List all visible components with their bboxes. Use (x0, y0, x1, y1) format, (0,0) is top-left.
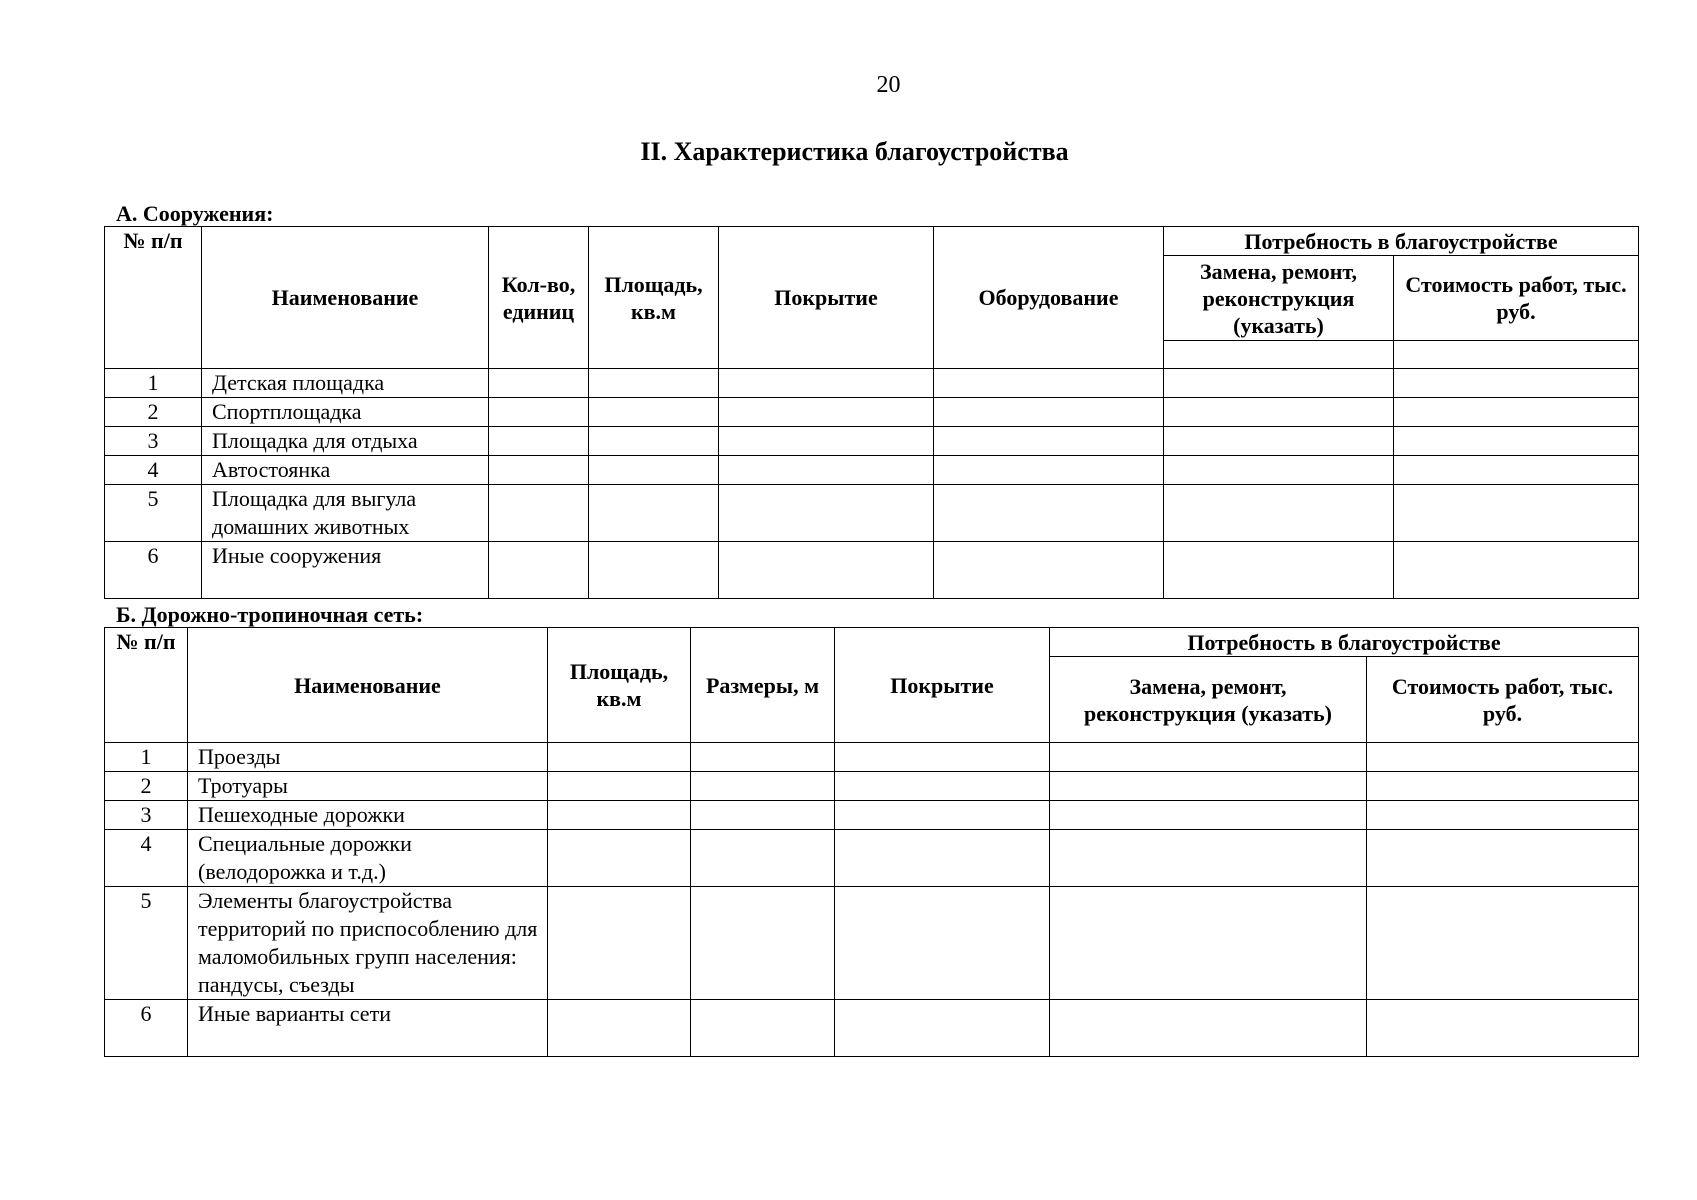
row-name: Тротуары (188, 772, 548, 801)
row-name: Детская площадка (202, 369, 489, 398)
empty-cell (934, 456, 1164, 485)
empty-cell (1050, 772, 1367, 801)
table-row (105, 485, 1639, 542)
empty-cell (691, 743, 835, 772)
empty-cell (1394, 485, 1639, 542)
page-title: II. Характеристика благоустройства (640, 137, 1069, 166)
row-num: 2 (105, 398, 202, 427)
row-num: 5 (105, 485, 202, 542)
empty-cell (835, 743, 1050, 772)
empty-cell (835, 801, 1050, 830)
row-name: Автостоянка (202, 456, 489, 485)
row-name: Площадка для отдыха (202, 427, 489, 456)
empty-cell (1164, 456, 1394, 485)
table-row (105, 830, 1639, 887)
empty-cell (1164, 369, 1394, 398)
table-row (105, 801, 1639, 830)
empty-cell (489, 542, 589, 599)
header-need-group: Потребность в благоустройстве (1050, 628, 1639, 657)
empty-cell (548, 887, 691, 1000)
row-num: 1 (105, 369, 202, 398)
empty-cell (589, 485, 719, 542)
empty-cell (589, 427, 719, 456)
row-num: 4 (105, 456, 202, 485)
empty-cell (719, 369, 934, 398)
row-name: Пешеходные дорожки (188, 801, 548, 830)
empty-cell (1164, 542, 1394, 599)
empty-cell (934, 542, 1164, 599)
empty-cell (1050, 743, 1367, 772)
header-num: № п/п (105, 628, 188, 743)
table-row (105, 772, 1639, 801)
header-equipment: Оборудование (934, 227, 1164, 369)
table-row (105, 1000, 1639, 1057)
empty-cell (1367, 830, 1639, 887)
empty-cell (835, 1000, 1050, 1057)
empty-cell (1050, 801, 1367, 830)
row-name: Иные сооружения (202, 542, 489, 599)
header-replace: Замена, ремонт, реконструкция (указать) (1164, 256, 1394, 341)
header-cost: Стоимость работ, тыс. руб. (1394, 256, 1639, 341)
empty-cell (548, 830, 691, 887)
empty-cell (1394, 542, 1639, 599)
row-name: Специальные дорожки (велодорожка и т.д.) (188, 830, 548, 887)
empty-cell (1164, 485, 1394, 542)
empty-cell (548, 801, 691, 830)
empty-cell (589, 369, 719, 398)
header-spacer-cell (1164, 341, 1394, 369)
empty-cell (589, 456, 719, 485)
empty-cell (1050, 887, 1367, 1000)
empty-cell (934, 369, 1164, 398)
section-b-label: Б. Дорожно-тропиночная сеть: (116, 602, 424, 627)
header-area: Площадь, кв.м (589, 227, 719, 369)
empty-cell (489, 398, 589, 427)
empty-cell (934, 398, 1164, 427)
paths-network-table (104, 627, 1639, 1057)
row-num: 3 (105, 427, 202, 456)
header-replace: Замена, ремонт, реконструкция (указать) (1050, 657, 1367, 743)
row-num: 3 (105, 801, 188, 830)
empty-cell (719, 542, 934, 599)
row-num: 2 (105, 772, 188, 801)
header-num: № п/п (105, 227, 202, 369)
empty-cell (1050, 1000, 1367, 1057)
page-number: 20 (876, 72, 901, 98)
empty-cell (691, 830, 835, 887)
empty-cell (1394, 369, 1639, 398)
table-row (105, 398, 1639, 427)
empty-cell (835, 830, 1050, 887)
empty-cell (1164, 427, 1394, 456)
empty-cell (719, 427, 934, 456)
empty-cell (1164, 398, 1394, 427)
row-name: Спортплощадка (202, 398, 489, 427)
table-row (105, 542, 1639, 599)
empty-cell (835, 772, 1050, 801)
empty-cell (489, 427, 589, 456)
header-name: Наименование (188, 628, 548, 743)
empty-cell (489, 369, 589, 398)
empty-cell (548, 743, 691, 772)
row-num: 4 (105, 830, 188, 887)
row-name: Проезды (188, 743, 548, 772)
empty-cell (489, 456, 589, 485)
empty-cell (1394, 398, 1639, 427)
empty-cell (589, 398, 719, 427)
empty-cell (548, 1000, 691, 1057)
row-name: Иные варианты сети (188, 1000, 548, 1057)
table-row (105, 887, 1639, 1000)
empty-cell (691, 801, 835, 830)
table-row (105, 427, 1639, 456)
row-name: Элементы благоустройства территорий по приспособлению для маломобильных групп населения: пандусы, съезды (188, 887, 548, 1000)
empty-cell (691, 1000, 835, 1057)
empty-cell (1367, 801, 1639, 830)
header-spacer-cell (1394, 341, 1639, 369)
empty-cell (1394, 427, 1639, 456)
empty-cell (1394, 456, 1639, 485)
header-coating: Покрытие (835, 628, 1050, 743)
header-cost: Стоимость работ, тыс. руб. (1367, 657, 1639, 743)
header-need-group: Потребность в благоустройстве (1164, 227, 1639, 256)
empty-cell (1367, 772, 1639, 801)
empty-cell (934, 427, 1164, 456)
row-num: 6 (105, 542, 202, 599)
table-row (105, 369, 1639, 398)
empty-cell (1050, 830, 1367, 887)
structures-table (104, 226, 1639, 599)
header-qty: Кол-во, единиц (489, 227, 589, 369)
empty-cell (691, 772, 835, 801)
header-coating: Покрытие (719, 227, 934, 369)
empty-cell (934, 485, 1164, 542)
empty-cell (719, 485, 934, 542)
row-num: 5 (105, 887, 188, 1000)
empty-cell (1367, 1000, 1639, 1057)
empty-cell (719, 456, 934, 485)
empty-cell (691, 887, 835, 1000)
header-name: Наименование (202, 227, 489, 369)
empty-cell (1367, 887, 1639, 1000)
empty-cell (835, 887, 1050, 1000)
row-num: 6 (105, 1000, 188, 1057)
empty-cell (1367, 743, 1639, 772)
empty-cell (719, 398, 934, 427)
header-size: Размеры, м (691, 628, 835, 743)
empty-cell (489, 485, 589, 542)
section-a-label: А. Сооружения: (116, 201, 274, 226)
empty-cell (589, 542, 719, 599)
table-row (105, 456, 1639, 485)
empty-cell (548, 772, 691, 801)
row-num: 1 (105, 743, 188, 772)
table-row (105, 743, 1639, 772)
row-name: Площадка для выгула домашних животных (202, 485, 489, 542)
header-area: Площадь, кв.м (548, 628, 691, 743)
